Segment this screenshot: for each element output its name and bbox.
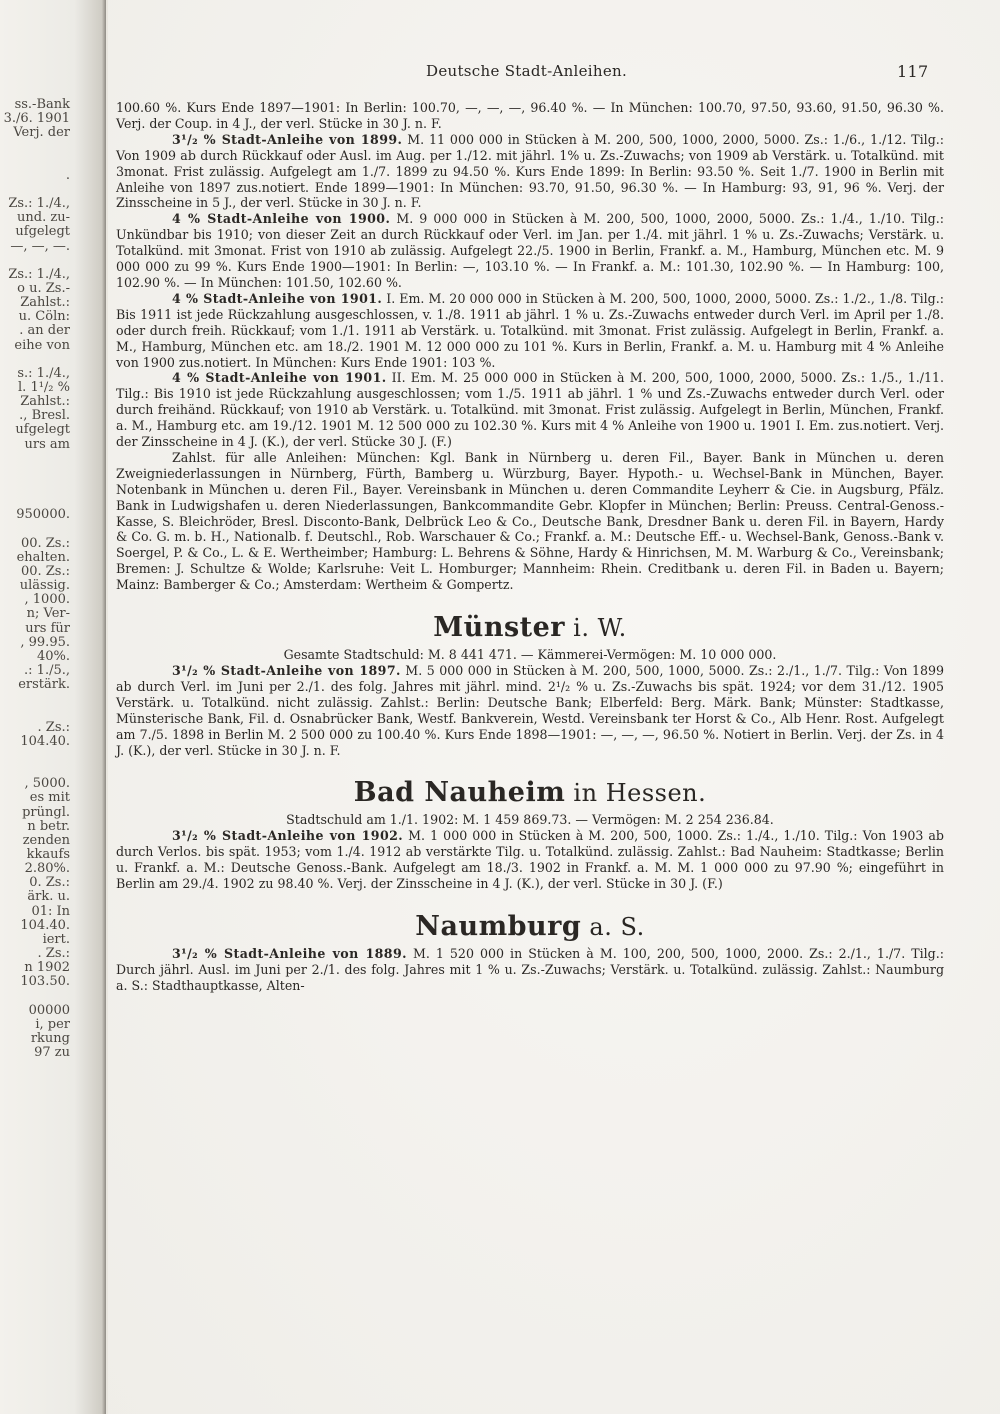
loan-title: 3¹/₂ % Stadt-Anleihe von 1899. <box>172 131 403 147</box>
loan-title: 4 % Stadt-Anleihe von 1901. <box>172 290 383 306</box>
gutter-text-line: , 99.95. <box>20 634 70 650</box>
gutter-text-line: . Zs.: <box>37 719 70 735</box>
paragraph-text: Zahlst. für alle Anleihen: München: Kgl. Bank in Nürnberg u. deren Fil., Bayer. Bank in München u. deren Zweigniederlassungen in Nürnberg, Fürth, Bamberg u. Würzburg, Bayer. Hypoth.- u. Wechsel-Bank in München, Bayer. Notenbank in München u. deren Fil., Bayer. Vereinsbank in München u. deren Commandite Leyherr & Cie. in Augsburg, Pfälz. Bank in Ludwigshafen u. deren Niederlassungen, Bankcommandite Gebr. Klopfer in München; Berlin: Preuss. Central-Genoss.-Kasse, S. Bleichröder, Bresl. Disconto-Bank, Delbrück Leo & Co., Deutsche Bank, Dresdner Bank u. deren Fil. in Bayern, Hardy & Co. G. m. b. H., Nationalb. f. Deutschl., Rob. Warschauer & Co.; Frankf. a. M.: Deutsche Eff.- u. Wechsel-Bank, Genoss.-Bank v. Soergel, P. & Co., L. & E. Wertheimber; Hamburg: L. Behrens & Söhne, Hardy & Hinrichsen, M. M. Warburg & Co., Vereinsbank; Bremen: J. Schultze & Wolde; Karlsruhe: Veit L. Homburger; Mannheim: Rhein. Creditbank u. deren Fil. in Baden u. Bayern; Mainz: Bamberger & Co.; Amsterdam: Wertheim & Gompertz. <box>116 449 944 593</box>
gutter-text-line: 0. Zs.: <box>29 875 70 891</box>
gutter-text-line: prüngl. <box>22 804 70 820</box>
gutter-text-line: 01: In <box>31 903 70 919</box>
paragraph-text: M. 1 520 000 in Stücken à M. 100, 200, 500, 1000, 2000. Zs.: 2./1., 1./7. Tilg.: Durch jährl. Ausl. im Juni per 2./1. des folg. Jahres mit 1 % u. Zs.-Zuwachs; Verstärk. u. Totalkünd. zulässig. Zahlst.: Naumburg a. S.: Stadthauptkasse, Alten- <box>116 945 944 993</box>
gutter-text-line: n; Ver- <box>26 606 70 622</box>
gutter-text-line: ärk. u. <box>27 889 70 905</box>
page-number: 117 <box>897 62 929 81</box>
gutter-text-line: ehalten. <box>16 549 70 565</box>
gutter-text-line: ss.-Bank <box>14 97 70 112</box>
gutter-text-line: ufgelegt <box>15 422 70 438</box>
gutter-text-line: rkung <box>30 1030 70 1046</box>
gutter-text-line: 40%. <box>36 648 70 664</box>
gutter-text-line: erstärk. <box>18 677 70 693</box>
gutter-text-line: Zs.: 1./4., <box>8 196 70 212</box>
gutter-text-line: i, per <box>35 1016 70 1032</box>
city-suffix: a. S. <box>581 912 645 941</box>
gutter-text-line: es mit <box>29 790 70 806</box>
gutter-text-line: und. zu- <box>17 210 70 226</box>
gutter-text-line: 3./6. 1901 <box>3 111 70 127</box>
document-page <box>108 0 1000 1414</box>
gutter-text-line: 00. Zs.: <box>20 535 70 551</box>
gutter-text-line: o u. Zs.- <box>17 280 70 296</box>
gutter-text-line: 104.40. <box>20 733 70 749</box>
city-heading <box>116 611 944 645</box>
loan-paragraph <box>116 132 944 212</box>
gutter-text-line: ulässig. <box>19 578 70 594</box>
loan-paragraph <box>116 211 944 291</box>
city-name: Naumburg <box>415 910 582 942</box>
loan-paragraph <box>116 450 944 593</box>
page-body <box>116 100 944 994</box>
paragraph-text: 100.60 %. Kurs Ende 1897—1901: In Berlin: 100.70, —, —, —, 96.40 %. — In München: 100.70, 97.50, 93.60, 91.50, 96.30 %. Verj. der Coup. in 4 J., der verl. Stücke in 30 J. n. F. <box>116 100 944 131</box>
gutter-text-line: urs für <box>25 620 70 636</box>
gutter-text-line: l. 1¹/₂ % <box>18 380 70 395</box>
loan-title: 3¹/₂ % Stadt-Anleihe von 1897. <box>172 663 401 678</box>
paragraph-text: M. 5 000 000 in Stücken à M. 200, 500, 1000, 5000. Zs.: 2./1., 1./7. Tilg.: Von 1899 ab durch Verl. im Juni per 2./1. des folg. Jahres mit jährl. mind. 2¹/₂ % u. Zs.-Zuwachs bis spät. 1924; vor dem 31./12. 1905 Verstärk. u. Totalkünd. nicht zulässig. Zahlst.: Berlin: Deutsche Bank; Elberfeld: Berg. Märk. Bank; Münster: Stadtkasse, Münsterische Bank, Fil. d. Osnabrücker Bank, Westf. Bankverein, Westd. Vereinsbank ter Horst & Co., Alb Henr. Rost. Aufgelegt am 7./5. 1898 in Berlin M. 2 500 000 zu 100.40 %. Kurs Ende 1898—1901: —, —, —, 96.50 %. Notiert in Berlin. Verj. der Zs. in 4 J. (K.), der verl. Stücke in 30 J. n. F. <box>116 663 944 758</box>
gutter-text-line: 00000 <box>28 1002 70 1018</box>
city-name: Bad Nauheim <box>353 777 566 809</box>
loan-paragraph <box>116 370 944 450</box>
loan-title: 4 % Stadt-Anleihe von 1900. <box>172 211 391 227</box>
gutter-text-line: iert. <box>42 931 70 947</box>
loan-paragraph <box>116 828 944 892</box>
paragraph-text: M. 1 000 000 in Stücken à M. 200, 500, 1000. Zs.: 1./4., 1./10. Tilg.: Von 1903 ab durch Verlos. bis spät. 1953; vom 1./4. 1912 ab verstärkte Tilg. u. Totalkünd. zulässig. Zahlst.: Bad Nauheim: Stadtkasse; Berlin u. Frankf. a. M.: Deutsche Genoss.-Bank. Aufgelegt am 18./3. 1902 in Frankf. a. M. M. 1 000 000 zu 97.90 %; eingeführt in Berlin am 29./4. 1902 zu 98.40 %. Verj. der Zinsscheine in 4 J. (K.), der verl. Stücke in 30 J. (F.) <box>116 828 944 892</box>
loan-paragraph <box>116 663 944 758</box>
debt-summary: Stadtschuld am 1./1. 1902: M. 1 459 869.73. — Vermögen: M. 2 254 236.84. <box>286 812 774 828</box>
paragraph-text: M. 9 000 000 in Stücken à M. 200, 500, 1000, 2000, 5000. Zs.: 1./4., 1./10. Tilg.: Unkündbar bis 1910; von dieser Zeit an durch Rückkauf oder Verl. im Jan. per 1./4. mit jährl. 1 % u. Zs.-Zuwachs; Verstärk. u. Totalkünd. mit 3monat. Frist von 1910 ab zulässig. Aufgelegt 22./5. 1900 in Berlin, Frankf. a. M., Hamburg, München etc. M. 9 000 000 zu 99 %. Kurs Ende 1900—1901: In Berlin: —, 103.10 %. — In Frankf. a. M.: 101.30, 102.90 %. — In Hamburg: 100, 102.90 %. — In München: 101.50, 102.60 %. <box>116 211 944 290</box>
gutter-text-line: n 1902 <box>24 960 70 976</box>
loan-title: 3¹/₂ % Stadt-Anleihe von 1889. <box>172 945 407 961</box>
loan-title: 4 % Stadt-Anleihe von 1901. <box>172 370 387 386</box>
gutter-text-line: ufgelegt <box>15 224 70 240</box>
gutter-text-line: .: 1./5., <box>24 663 70 678</box>
gutter-text-line: zenden <box>22 832 70 848</box>
gutter-text-line: Zahlst.: <box>20 295 70 311</box>
gutter-text-line: eihe von <box>14 337 70 353</box>
gutter-text-line: 97 zu <box>34 1045 70 1061</box>
debt-summary: Gesamte Stadtschuld: M. 8 441 471. — Kämmerei-Vermögen: M. 10 000 000. <box>283 647 777 663</box>
city-heading <box>116 776 944 810</box>
paragraph-text: M. 11 000 000 in Stücken à M. 200, 500, 1000, 2000, 5000. Zs.: 1./6., 1./12. Tilg.: Von 1909 ab durch Rückkauf oder Ausl. im Aug. per 1./12. mit jährl. 1% u. Zs.-Zuwachs; von 1909 ab Verstärk. u. Totalkünd. mit 3monat. Frist zulässig. Aufgelegt am 1./7. 1899 zu 94.50 %. Kurs Ende 1899: In Berlin: 93.50 %. Seit 1./7. 1900 in Berlin mit Anleihe von 1897 zus.notiert. Ende 1899—1901: In München: 93.70, 91.50, 96.30 %. — In Hamburg: 93, 91, 96 %. Verj. der Zinsscheine in 5 J., der verl. Stücke in 30 J. n. F. <box>116 131 945 211</box>
paragraph-text: II. Em. M. 25 000 000 in Stücken à M. 200, 500, 1000, 2000, 5000. Zs.: 1./5., 1./11. Tilg.: Bis 1910 ist jede Rückzahlung ausgeschlossen; vom 1./5. 1911 ab jährl. 1 % und Zs.-Zuwachs entweder durch Verl. oder durch freihänd. Rückkauf; von 1910 ab Verstärk. u. Totalkünd. mit 3monat. Frist zulässig. Aufgelegt in Berlin, München, Frankf. a. M., Hamburg etc. am 19./12. 1901 M. 12 500 000 zu 102.30 %. Kurs mit 4 % Anleihe von 1900 u. 1901 I. Em. zus.notiert. Verj. der Zinsscheine in 4 J. (K.), der verl. Stücke 30 J. (F.) <box>116 370 944 450</box>
gutter-text-line: 00. Zs.: <box>20 563 70 579</box>
gutter-text-line: Zahlst.: <box>20 394 70 410</box>
loan-paragraph <box>116 291 944 371</box>
city-heading <box>116 910 944 944</box>
loan-paragraph <box>116 946 944 994</box>
gutter-text-line: , 1000. <box>24 592 70 608</box>
gutter-text-line: kkaufs <box>26 846 70 862</box>
gutter-text-line: , 5000. <box>24 776 70 792</box>
gutter-text-line: ., Bresl. <box>19 408 70 424</box>
gutter-text-line: Verj. der <box>13 125 70 141</box>
gutter-text-line: n betr. <box>27 818 70 834</box>
gutter-text-line: 2.80%. <box>24 861 70 877</box>
gutter-text-line: . an der <box>19 323 70 339</box>
gutter-text-line: . Zs.: <box>37 946 70 961</box>
city-name: Münster <box>433 612 566 644</box>
city-suffix: in Hessen. <box>565 779 707 808</box>
gutter-text-line: s.: 1./4., <box>17 365 70 381</box>
running-head <box>108 62 1000 82</box>
gutter-text-line: . <box>65 167 70 183</box>
previous-page-edge <box>0 0 106 1414</box>
city-suffix: i. W. <box>565 614 627 643</box>
loan-paragraph <box>116 100 944 132</box>
gutter-text-line: u. Cöln: <box>18 309 70 325</box>
running-title: Deutsche Stadt-Anleihen. <box>426 62 628 80</box>
loan-title: 3¹/₂ % Stadt-Anleihe von 1902. <box>172 828 404 844</box>
paragraph-text: I. Em. M. 20 000 000 in Stücken à M. 200, 500, 1000, 2000, 5000. Zs.: 1./2., 1./8. Tilg.: Bis 1911 ist jede Rückzahlung ausgeschlossen, v. 1./8. 1911 ab jährl. 1 % u. Zs.-Zuwachs entweder durch Verl. im April per 1./8. oder durch freih. Rückkauf; vom 1./1. 1911 ab Verstärk. u. Totalkünd. mit 3monat. Frist zulässig. Aufgelegt in Berlin, Frankf. a. M., Hamburg, München etc. am 18./2. 1901 M. 12 000 000 zu 101 %. Kurs in Berlin, Frankf. a. M. u. Hamburg mit 4 % Anleihe von 1900 zus.notiert. In München: Kurs Ende 1901: 103 %. <box>116 290 944 370</box>
gutter-text-line: —, —, —. <box>10 238 70 254</box>
gutter-text-line: urs am <box>24 436 70 452</box>
gutter-text-line: Zs.: 1./4., <box>8 266 70 282</box>
gutter-text-line: 950000. <box>16 507 70 523</box>
gutter-text-line: 104.40. <box>20 917 70 933</box>
gutter-text-line: 103.50. <box>20 974 70 990</box>
